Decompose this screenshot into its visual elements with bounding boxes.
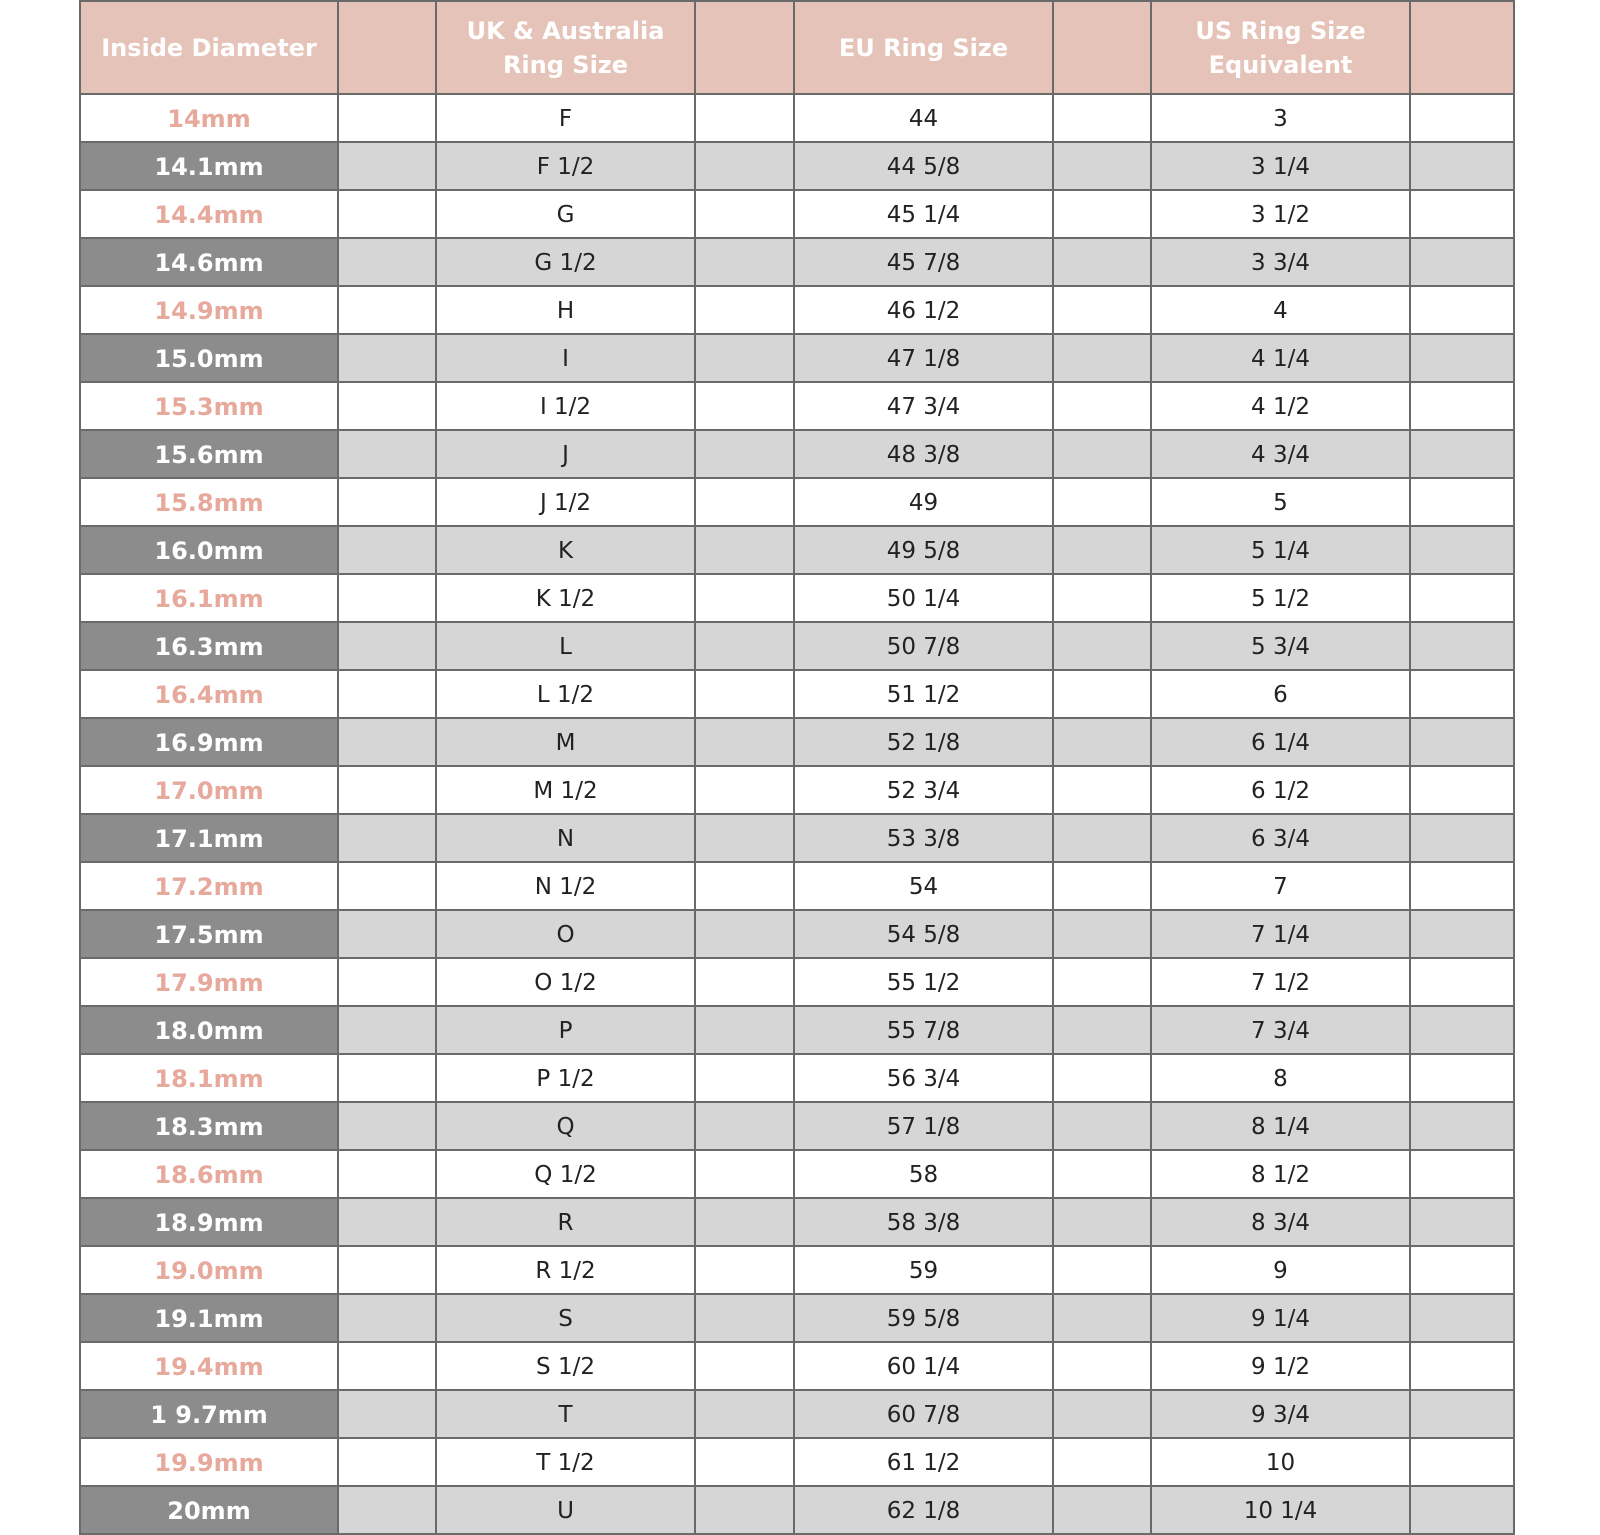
- spacer-cell: [1410, 574, 1514, 622]
- diameter-cell: 19.4mm: [80, 1342, 338, 1390]
- table-row: [80, 1150, 1514, 1198]
- spacer-cell: [1053, 1486, 1151, 1534]
- spacer-cell: [1053, 478, 1151, 526]
- spacer-cell: [338, 1150, 436, 1198]
- diameter-cell: 19.0mm: [80, 1246, 338, 1294]
- table-row: [80, 910, 1514, 958]
- spacer-cell: [1053, 286, 1151, 334]
- uk-size-cell: G: [436, 190, 695, 238]
- spacer-cell: [695, 1198, 794, 1246]
- uk-size-cell: F: [436, 94, 695, 142]
- eu-size-cell: 47 3/4: [794, 382, 1053, 430]
- eu-size-cell: 54 5/8: [794, 910, 1053, 958]
- spacer-cell: [338, 814, 436, 862]
- header-inside-diameter: Inside Diameter: [80, 1, 338, 94]
- us-size-cell: 3 1/2: [1151, 190, 1410, 238]
- spacer-cell: [338, 574, 436, 622]
- us-size-cell: 7 1/4: [1151, 910, 1410, 958]
- spacer-cell: [338, 94, 436, 142]
- us-size-cell: 4 3/4: [1151, 430, 1410, 478]
- spacer-cell: [695, 1390, 794, 1438]
- us-size-cell: 5 1/4: [1151, 526, 1410, 574]
- table-row: [80, 142, 1514, 190]
- uk-size-cell: L: [436, 622, 695, 670]
- table-row: [80, 958, 1514, 1006]
- spacer-cell: [1053, 622, 1151, 670]
- eu-size-cell: 49: [794, 478, 1053, 526]
- header-spacer: [695, 1, 794, 94]
- spacer-cell: [1053, 142, 1151, 190]
- spacer-cell: [1053, 1342, 1151, 1390]
- uk-size-cell: K 1/2: [436, 574, 695, 622]
- spacer-cell: [1053, 382, 1151, 430]
- spacer-cell: [338, 1198, 436, 1246]
- spacer-cell: [1410, 430, 1514, 478]
- uk-size-cell: G 1/2: [436, 238, 695, 286]
- table-row: [80, 286, 1514, 334]
- spacer-cell: [695, 1054, 794, 1102]
- diameter-cell: 15.0mm: [80, 334, 338, 382]
- eu-size-cell: 45 7/8: [794, 238, 1053, 286]
- spacer-cell: [1410, 814, 1514, 862]
- spacer-cell: [1410, 1054, 1514, 1102]
- spacer-cell: [1410, 478, 1514, 526]
- header-eu-ring-size: EU Ring Size: [794, 1, 1053, 94]
- spacer-cell: [1053, 238, 1151, 286]
- spacer-cell: [1410, 382, 1514, 430]
- header-spacer: [338, 1, 436, 94]
- spacer-cell: [1410, 622, 1514, 670]
- diameter-cell: 14.6mm: [80, 238, 338, 286]
- spacer-cell: [1410, 1486, 1514, 1534]
- diameter-cell: 15.3mm: [80, 382, 338, 430]
- spacer-cell: [1410, 142, 1514, 190]
- spacer-cell: [338, 334, 436, 382]
- spacer-cell: [1053, 1054, 1151, 1102]
- spacer-cell: [695, 1486, 794, 1534]
- spacer-cell: [1410, 526, 1514, 574]
- spacer-cell: [338, 286, 436, 334]
- uk-size-cell: J 1/2: [436, 478, 695, 526]
- table-row: [80, 622, 1514, 670]
- spacer-cell: [695, 1438, 794, 1486]
- eu-size-cell: 60 7/8: [794, 1390, 1053, 1438]
- spacer-cell: [338, 1006, 436, 1054]
- spacer-cell: [695, 718, 794, 766]
- spacer-cell: [1410, 190, 1514, 238]
- uk-size-cell: R: [436, 1198, 695, 1246]
- us-size-cell: 3 3/4: [1151, 238, 1410, 286]
- table-row: [80, 1054, 1514, 1102]
- eu-size-cell: 57 1/8: [794, 1102, 1053, 1150]
- us-size-cell: 5: [1151, 478, 1410, 526]
- uk-size-cell: T 1/2: [436, 1438, 695, 1486]
- us-size-cell: 8: [1151, 1054, 1410, 1102]
- spacer-cell: [695, 382, 794, 430]
- uk-size-cell: L 1/2: [436, 670, 695, 718]
- diameter-cell: 17.9mm: [80, 958, 338, 1006]
- us-size-cell: 9 1/4: [1151, 1294, 1410, 1342]
- spacer-cell: [1053, 574, 1151, 622]
- header-row: [80, 1, 1514, 94]
- us-size-cell: 6: [1151, 670, 1410, 718]
- eu-size-cell: 47 1/8: [794, 334, 1053, 382]
- ring-size-table: [79, 0, 1515, 1535]
- spacer-cell: [1053, 526, 1151, 574]
- spacer-cell: [1410, 1150, 1514, 1198]
- uk-size-cell: Q 1/2: [436, 1150, 695, 1198]
- spacer-cell: [695, 862, 794, 910]
- spacer-cell: [338, 190, 436, 238]
- eu-size-cell: 59: [794, 1246, 1053, 1294]
- spacer-cell: [338, 1390, 436, 1438]
- eu-size-cell: 55 1/2: [794, 958, 1053, 1006]
- spacer-cell: [1053, 1006, 1151, 1054]
- spacer-cell: [695, 1102, 794, 1150]
- spacer-cell: [338, 670, 436, 718]
- spacer-cell: [1053, 718, 1151, 766]
- spacer-cell: [1053, 1390, 1151, 1438]
- uk-size-cell: S 1/2: [436, 1342, 695, 1390]
- table-row: [80, 334, 1514, 382]
- spacer-cell: [1053, 1438, 1151, 1486]
- table-row: [80, 1102, 1514, 1150]
- diameter-cell: 14.1mm: [80, 142, 338, 190]
- spacer-cell: [1053, 94, 1151, 142]
- spacer-cell: [695, 478, 794, 526]
- spacer-cell: [1410, 334, 1514, 382]
- spacer-cell: [338, 526, 436, 574]
- eu-size-cell: 55 7/8: [794, 1006, 1053, 1054]
- us-size-cell: 9 1/2: [1151, 1342, 1410, 1390]
- table-row: [80, 526, 1514, 574]
- eu-size-cell: 44 5/8: [794, 142, 1053, 190]
- diameter-cell: 17.1mm: [80, 814, 338, 862]
- diameter-cell: 18.9mm: [80, 1198, 338, 1246]
- table-row: [80, 862, 1514, 910]
- spacer-cell: [338, 142, 436, 190]
- diameter-cell: 16.1mm: [80, 574, 338, 622]
- spacer-cell: [338, 382, 436, 430]
- us-size-cell: 10: [1151, 1438, 1410, 1486]
- spacer-cell: [695, 622, 794, 670]
- diameter-cell: 14.4mm: [80, 190, 338, 238]
- spacer-cell: [1410, 910, 1514, 958]
- us-size-cell: 9: [1151, 1246, 1410, 1294]
- spacer-cell: [1053, 1294, 1151, 1342]
- spacer-cell: [695, 334, 794, 382]
- spacer-cell: [338, 238, 436, 286]
- table-row: [80, 1246, 1514, 1294]
- spacer-cell: [1410, 1294, 1514, 1342]
- spacer-cell: [1053, 670, 1151, 718]
- spacer-cell: [1053, 910, 1151, 958]
- table-row: [80, 1294, 1514, 1342]
- uk-size-cell: I: [436, 334, 695, 382]
- spacer-cell: [695, 94, 794, 142]
- uk-size-cell: M 1/2: [436, 766, 695, 814]
- spacer-cell: [1410, 1006, 1514, 1054]
- uk-size-cell: P: [436, 1006, 695, 1054]
- spacer-cell: [1410, 1246, 1514, 1294]
- diameter-cell: 18.3mm: [80, 1102, 338, 1150]
- spacer-cell: [695, 814, 794, 862]
- spacer-cell: [695, 1006, 794, 1054]
- spacer-cell: [338, 958, 436, 1006]
- eu-size-cell: 58 3/8: [794, 1198, 1053, 1246]
- spacer-cell: [338, 766, 436, 814]
- uk-size-cell: P 1/2: [436, 1054, 695, 1102]
- spacer-cell: [695, 1342, 794, 1390]
- table-row: [80, 718, 1514, 766]
- uk-size-cell: K: [436, 526, 695, 574]
- us-size-cell: 8 1/4: [1151, 1102, 1410, 1150]
- spacer-cell: [1053, 430, 1151, 478]
- eu-size-cell: 52 3/4: [794, 766, 1053, 814]
- spacer-cell: [1410, 286, 1514, 334]
- spacer-cell: [338, 1342, 436, 1390]
- us-size-cell: 8 3/4: [1151, 1198, 1410, 1246]
- spacer-cell: [695, 1294, 794, 1342]
- spacer-cell: [1410, 1438, 1514, 1486]
- eu-size-cell: 52 1/8: [794, 718, 1053, 766]
- diameter-cell: 16.4mm: [80, 670, 338, 718]
- diameter-cell: 1 9.7mm: [80, 1390, 338, 1438]
- header-uk-australia-ring-size: UK & Australia Ring Size: [436, 1, 695, 94]
- diameter-cell: 19.1mm: [80, 1294, 338, 1342]
- spacer-cell: [1053, 862, 1151, 910]
- eu-size-cell: 58: [794, 1150, 1053, 1198]
- us-size-cell: 6 3/4: [1151, 814, 1410, 862]
- spacer-cell: [695, 430, 794, 478]
- header-spacer: [1410, 1, 1514, 94]
- spacer-cell: [1410, 1342, 1514, 1390]
- spacer-cell: [1053, 1102, 1151, 1150]
- spacer-cell: [1410, 1198, 1514, 1246]
- spacer-cell: [338, 1294, 436, 1342]
- diameter-cell: 18.0mm: [80, 1006, 338, 1054]
- table-row: [80, 94, 1514, 142]
- spacer-cell: [1410, 1390, 1514, 1438]
- diameter-cell: 14mm: [80, 94, 338, 142]
- table-row: [80, 190, 1514, 238]
- spacer-cell: [338, 622, 436, 670]
- spacer-cell: [1410, 94, 1514, 142]
- spacer-cell: [1410, 670, 1514, 718]
- us-size-cell: 9 3/4: [1151, 1390, 1410, 1438]
- eu-size-cell: 48 3/8: [794, 430, 1053, 478]
- spacer-cell: [1410, 766, 1514, 814]
- diameter-cell: 14.9mm: [80, 286, 338, 334]
- table-row: [80, 1342, 1514, 1390]
- spacer-cell: [1053, 334, 1151, 382]
- uk-size-cell: N: [436, 814, 695, 862]
- us-size-cell: 6 1/2: [1151, 766, 1410, 814]
- table-row: [80, 1006, 1514, 1054]
- table-row: [80, 814, 1514, 862]
- us-size-cell: 4 1/2: [1151, 382, 1410, 430]
- spacer-cell: [695, 286, 794, 334]
- spacer-cell: [338, 910, 436, 958]
- spacer-cell: [338, 430, 436, 478]
- diameter-cell: 15.8mm: [80, 478, 338, 526]
- us-size-cell: 3 1/4: [1151, 142, 1410, 190]
- uk-size-cell: J: [436, 430, 695, 478]
- us-size-cell: 7: [1151, 862, 1410, 910]
- diameter-cell: 17.0mm: [80, 766, 338, 814]
- table-row: [80, 430, 1514, 478]
- eu-size-cell: 51 1/2: [794, 670, 1053, 718]
- diameter-cell: 15.6mm: [80, 430, 338, 478]
- eu-size-cell: 60 1/4: [794, 1342, 1053, 1390]
- table-row: [80, 238, 1514, 286]
- eu-size-cell: 62 1/8: [794, 1486, 1053, 1534]
- table-row: [80, 1390, 1514, 1438]
- spacer-cell: [338, 1486, 436, 1534]
- us-size-cell: 5 3/4: [1151, 622, 1410, 670]
- spacer-cell: [695, 958, 794, 1006]
- table-row: [80, 1486, 1514, 1534]
- us-size-cell: 10 1/4: [1151, 1486, 1410, 1534]
- eu-size-cell: 50 7/8: [794, 622, 1053, 670]
- spacer-cell: [1410, 238, 1514, 286]
- diameter-cell: 17.2mm: [80, 862, 338, 910]
- uk-size-cell: F 1/2: [436, 142, 695, 190]
- diameter-cell: 16.3mm: [80, 622, 338, 670]
- header-us-ring-size-equivalent: US Ring Size Equivalent: [1151, 1, 1410, 94]
- spacer-cell: [1410, 958, 1514, 1006]
- spacer-cell: [695, 766, 794, 814]
- spacer-cell: [1053, 958, 1151, 1006]
- table-row: [80, 1198, 1514, 1246]
- diameter-cell: 18.1mm: [80, 1054, 338, 1102]
- uk-size-cell: N 1/2: [436, 862, 695, 910]
- us-size-cell: 5 1/2: [1151, 574, 1410, 622]
- diameter-cell: 20mm: [80, 1486, 338, 1534]
- uk-size-cell: O 1/2: [436, 958, 695, 1006]
- spacer-cell: [338, 1246, 436, 1294]
- spacer-cell: [695, 238, 794, 286]
- eu-size-cell: 50 1/4: [794, 574, 1053, 622]
- spacer-cell: [1053, 766, 1151, 814]
- header-spacer: [1053, 1, 1151, 94]
- uk-size-cell: R 1/2: [436, 1246, 695, 1294]
- table-row: [80, 478, 1514, 526]
- spacer-cell: [695, 1246, 794, 1294]
- diameter-cell: 18.6mm: [80, 1150, 338, 1198]
- spacer-cell: [695, 1150, 794, 1198]
- spacer-cell: [1053, 814, 1151, 862]
- eu-size-cell: 53 3/8: [794, 814, 1053, 862]
- spacer-cell: [338, 862, 436, 910]
- eu-size-cell: 59 5/8: [794, 1294, 1053, 1342]
- spacer-cell: [1053, 1150, 1151, 1198]
- eu-size-cell: 49 5/8: [794, 526, 1053, 574]
- table-body: [80, 94, 1514, 1534]
- uk-size-cell: S: [436, 1294, 695, 1342]
- uk-size-cell: H: [436, 286, 695, 334]
- us-size-cell: 6 1/4: [1151, 718, 1410, 766]
- spacer-cell: [695, 526, 794, 574]
- spacer-cell: [1410, 1102, 1514, 1150]
- spacer-cell: [1410, 718, 1514, 766]
- uk-size-cell: I 1/2: [436, 382, 695, 430]
- us-size-cell: 7 1/2: [1151, 958, 1410, 1006]
- table-row: [80, 574, 1514, 622]
- table-row: [80, 766, 1514, 814]
- spacer-cell: [1053, 1198, 1151, 1246]
- uk-size-cell: O: [436, 910, 695, 958]
- us-size-cell: 7 3/4: [1151, 1006, 1410, 1054]
- spacer-cell: [695, 574, 794, 622]
- us-size-cell: 3: [1151, 94, 1410, 142]
- spacer-cell: [338, 718, 436, 766]
- eu-size-cell: 44: [794, 94, 1053, 142]
- eu-size-cell: 61 1/2: [794, 1438, 1053, 1486]
- spacer-cell: [695, 142, 794, 190]
- eu-size-cell: 54: [794, 862, 1053, 910]
- table-row: [80, 382, 1514, 430]
- spacer-cell: [1053, 190, 1151, 238]
- eu-size-cell: 46 1/2: [794, 286, 1053, 334]
- diameter-cell: 17.5mm: [80, 910, 338, 958]
- uk-size-cell: U: [436, 1486, 695, 1534]
- spacer-cell: [338, 478, 436, 526]
- spacer-cell: [338, 1438, 436, 1486]
- table-row: [80, 670, 1514, 718]
- us-size-cell: 4: [1151, 286, 1410, 334]
- uk-size-cell: M: [436, 718, 695, 766]
- spacer-cell: [1410, 862, 1514, 910]
- uk-size-cell: T: [436, 1390, 695, 1438]
- us-size-cell: 8 1/2: [1151, 1150, 1410, 1198]
- spacer-cell: [695, 190, 794, 238]
- spacer-cell: [338, 1054, 436, 1102]
- spacer-cell: [1053, 1246, 1151, 1294]
- uk-size-cell: Q: [436, 1102, 695, 1150]
- spacer-cell: [695, 670, 794, 718]
- us-size-cell: 4 1/4: [1151, 334, 1410, 382]
- eu-size-cell: 45 1/4: [794, 190, 1053, 238]
- eu-size-cell: 56 3/4: [794, 1054, 1053, 1102]
- spacer-cell: [338, 1102, 436, 1150]
- spacer-cell: [695, 910, 794, 958]
- diameter-cell: 16.0mm: [80, 526, 338, 574]
- diameter-cell: 16.9mm: [80, 718, 338, 766]
- diameter-cell: 19.9mm: [80, 1438, 338, 1486]
- table-row: [80, 1438, 1514, 1486]
